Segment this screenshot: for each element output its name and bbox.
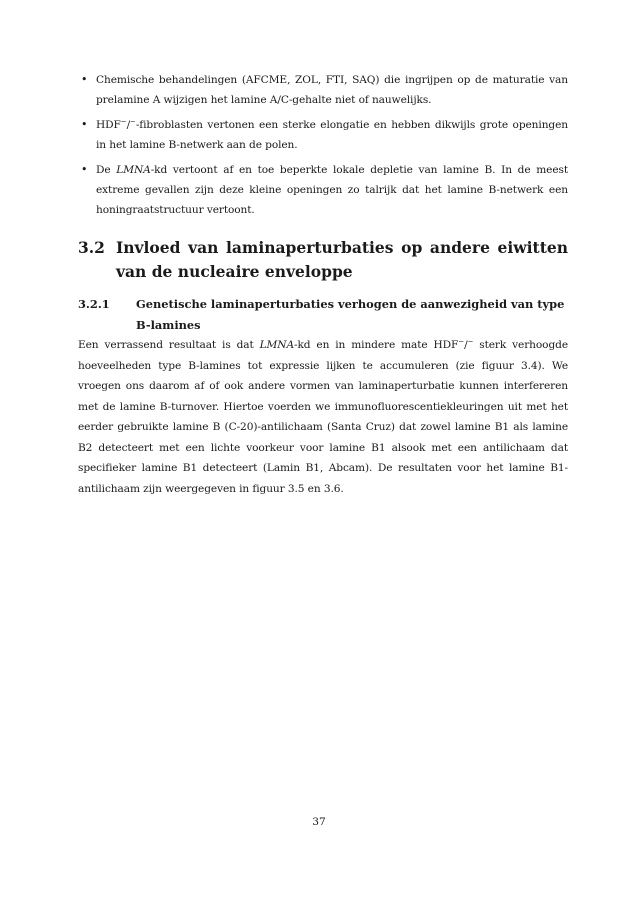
bullet-icon: • — [81, 163, 88, 176]
bullet-text: -kd vertoont af en toe beperkte lokale depletie van lamine B. In de meest extreme gevallen zijn deze kleine openingen zo talrijk dat het lamine B-netwerk een honingraatstructuur vertoont. — [96, 164, 568, 216]
bullet-item-lmna-kd — [78, 160, 568, 220]
superscript-minus: − — [120, 117, 127, 126]
bullet-list — [78, 70, 568, 225]
paragraph-text: sterk verhoogde hoeveelheden type B-lamines tot expressie lijken te accumuleren (zie figuur 3.4). We vroegen ons daarom af of ook andere vormen van laminaperturbatie kunnen interfereren met de lamine B-turnover. Hiertoe voerden we immunofluorescentiekleuringen uit met het eerder gebruikte lamine B (C-20)-antilichaam (Santa Cruz) dat zowel lamine B1 als lamine B2 detecteert met een lichte voorkeur voor lamine B1 alsook met een antilichaam dat specifieker lamine B1 detecteert (Lamin B1, Abcam). De resultaten voor het lamine B1-antilichaam zijn weergegeven in figuur 3.5 en 3.6. — [78, 339, 568, 495]
section-heading — [78, 236, 568, 284]
bullet-text: Chemische behandelingen (AFCME, ZOL, FTI, SAQ) die ingrijpen op de maturatie van prelamine A wijzigen het lamine A/C-gehalte niet of nauwelijks. — [96, 74, 568, 106]
bullet-prefix: HDF — [96, 119, 121, 131]
bullet-icon: • — [81, 73, 88, 86]
paragraph-slash: / — [464, 339, 468, 351]
paragraph-text: Een verrassend resultaat is dat — [78, 339, 260, 351]
subsection-number: 3.2.1 — [78, 297, 110, 311]
bullet-text: -fibroblasten vertonen een sterke elongatie en hebben dikwijls grote openingen in het lamine B-netwerk aan de polen. — [96, 119, 568, 151]
bullet-item-treatments — [78, 70, 568, 110]
page-number: 37 — [312, 816, 326, 828]
section-title: Invloed van laminaperturbaties op andere eiwitten van de nucleaire enveloppe — [116, 238, 568, 281]
subsection-title: Genetische laminaperturbaties verhogen de aanwezigheid van type B-lamines — [136, 297, 565, 332]
section-number: 3.2 — [78, 238, 105, 257]
bullet-slash: / — [126, 119, 131, 131]
paragraph-text: -kd en in mindere mate HDF — [294, 339, 459, 351]
gene-name: LMNA — [259, 339, 294, 351]
superscript-minus: − — [458, 337, 465, 346]
bullet-icon: • — [81, 118, 88, 131]
bullet-lead: De — [96, 164, 117, 176]
bullet-item-hdf-fibroblasts — [78, 115, 568, 155]
superscript-minus: − — [130, 117, 136, 126]
subsection-heading — [78, 294, 568, 336]
superscript-minus: − — [467, 337, 474, 346]
gene-name: LMNA — [116, 164, 151, 176]
body-paragraph — [78, 335, 568, 499]
